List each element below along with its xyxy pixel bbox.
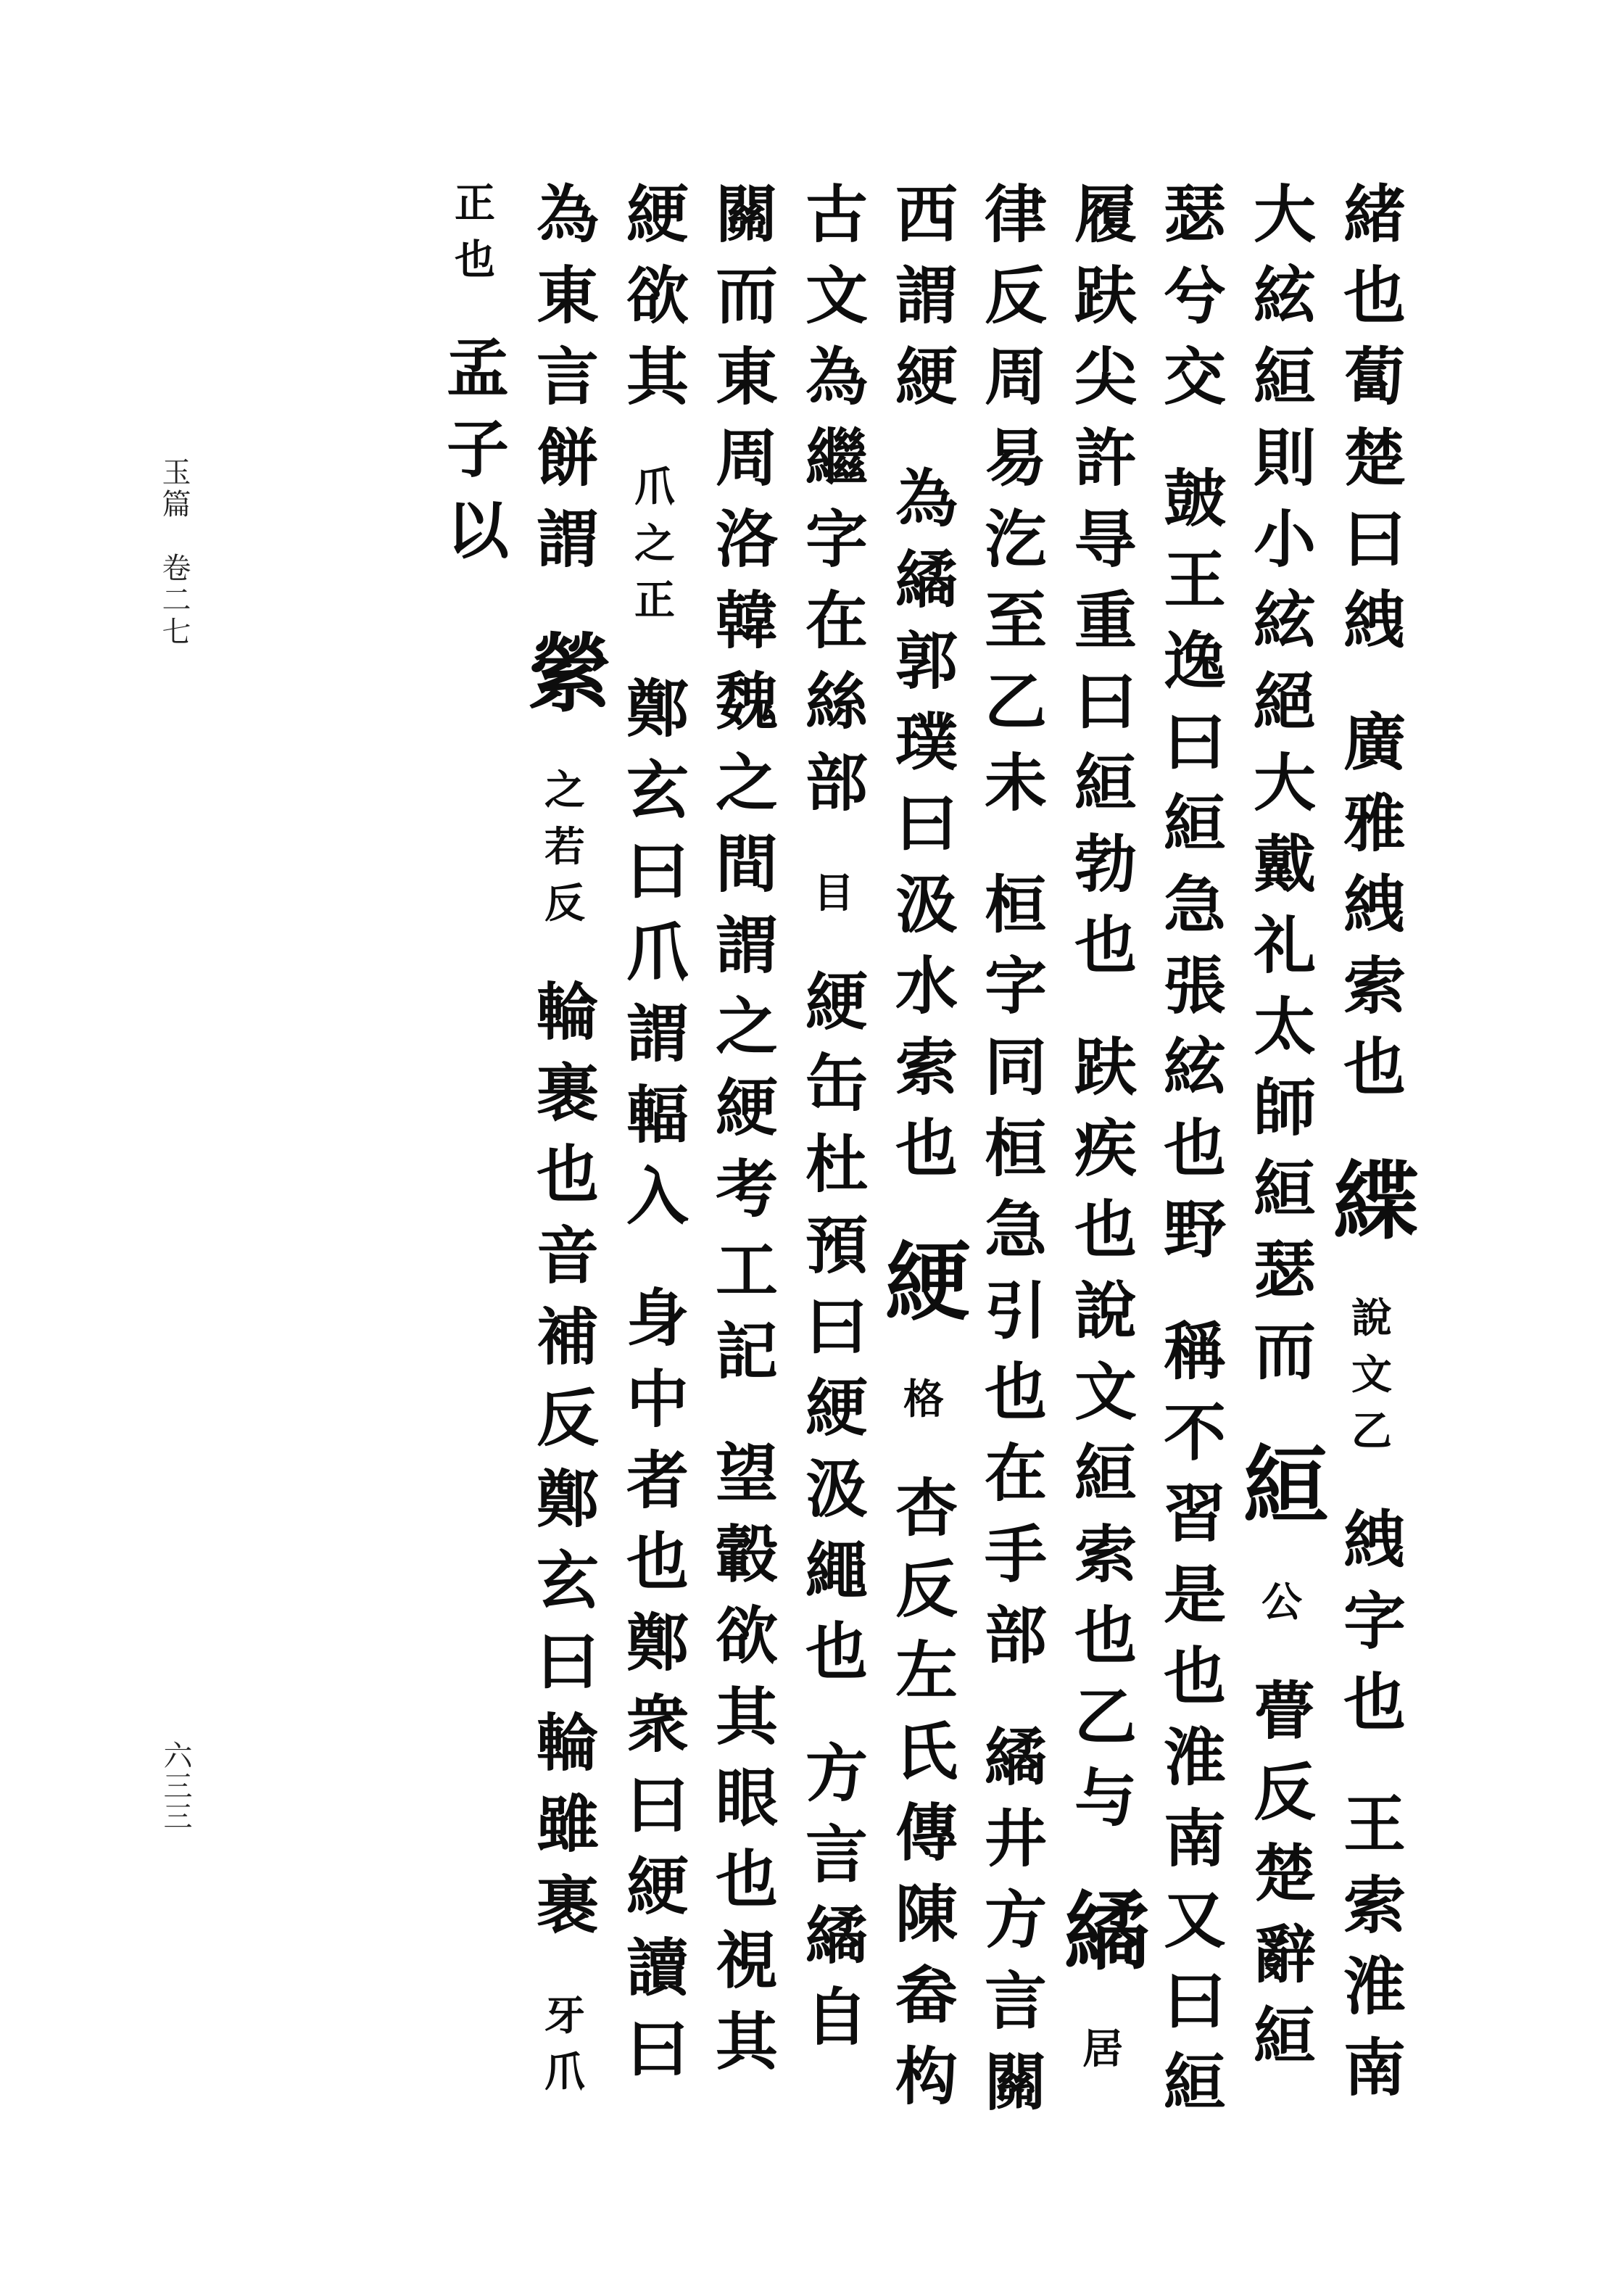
headword: 繘 [1050, 1886, 1151, 1987]
text-run: 皷王逸曰絙急張絃也野 [1153, 465, 1226, 1278]
book-title-margin: 玉篇 卷二七 [157, 457, 191, 648]
text-run: 瞢反楚辭絙瑟兮交 [1153, 181, 1316, 2084]
text-run: 孟子以 [436, 334, 509, 579]
text-run: 鄭玄曰爪謂輻入 [616, 675, 689, 1244]
page-number: 六三三 [159, 1740, 192, 1832]
text-run: 緒也蔔楚曰絏 [1333, 181, 1406, 669]
text-run: 王索淮南大絃絙則小絃絕大戴礼太師絙瑟而 [1243, 181, 1406, 2116]
text-run: 輪裹也音補反鄭玄曰輪雖裹 [526, 978, 599, 1953]
text-run: 杏反左氏傳陳畚构 [884, 1474, 958, 2125]
headword: 縈 [512, 627, 613, 728]
text-run: 身中者也鄭衆曰綆讀曰為東言餅謂 [526, 181, 689, 2097]
headword: 綆 [871, 1236, 972, 1337]
annotation: 說文乙 [1345, 1296, 1393, 1466]
text-run: 桓字同桓急引也在手部 [974, 871, 1047, 1684]
annotation: 居 [1076, 2027, 1124, 2084]
text-run: 綆缶杜預曰綆汲繩也 [795, 968, 868, 1700]
text-run: 律反周易汔至乙未 [974, 181, 1047, 831]
text-run: 望轂欲其眼也視其綆欲其 [616, 181, 778, 2090]
text-run: 廣雅絏索也 [1333, 708, 1406, 1115]
annotation: 格 [897, 1377, 945, 1434]
text-run: 稱不習是也淮南又曰絙履趺尖許㝵重曰絙勃也 [1064, 181, 1226, 2130]
annotation: 牙爪正也 [448, 181, 586, 2107]
text-run: 為繘郭璞曰汲水索也 [884, 465, 958, 1196]
annotation: 公 [1255, 1580, 1303, 1637]
annotation: 之若反 [538, 768, 586, 938]
text-run: 方言繘自關而東周洛韓魏之間謂之綆考工記 [705, 181, 868, 2065]
main-text-block [239, 181, 1420, 2139]
text-run: 趺疾也說文絙索也乙与 [1064, 1033, 1137, 1846]
headword: 緤 [1319, 1155, 1420, 1256]
text-run: 繘井方言關西謂綆 [884, 181, 1047, 2130]
text-run: 絏字也 [1333, 1506, 1406, 1750]
annotation: 目 [807, 871, 855, 928]
text-run: 古文為繼字在絲部 [795, 181, 868, 831]
annotation: 爪之正 [628, 465, 676, 635]
headword: 絙 [1229, 1439, 1330, 1540]
